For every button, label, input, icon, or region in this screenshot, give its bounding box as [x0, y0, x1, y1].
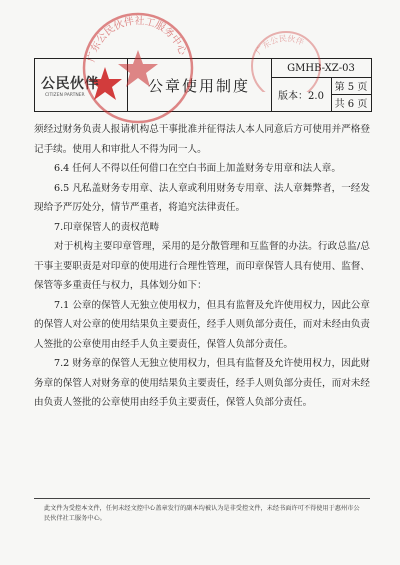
official-seal-stamp — [78, 8, 198, 128]
page-total: 共 6 页 — [334, 99, 368, 110]
doc-code: GMHB-XZ-03 — [271, 59, 371, 78]
paragraph: 7.1 公章的保管人无独立使用权力，但具有监督及允许使用权力，因此公章的保管人对公章的使用结果负主要责任，经手人则负部分责任，而对未经由负责人签批的公章使用由经手人负主要责任，保管人负部分责任。 — [34, 299, 370, 350]
paragraph: 7.2 财务章的保管人无独立使用权力，但具有监督及允许使用权力，因此财务章的保管人对财务章的使用结果负主要责任，经手人则负部分责任，而对未经由负责人签批的公章使用由经手负主要责任，保管人负部分责任。 — [34, 358, 370, 408]
footer-divider — [34, 498, 370, 499]
paragraph: 对于机构主要印章管理，采用的是分散管理和互监督的办法。行政总监/总干事主要职责是对印章的使用进行合理性管理，而印章保管人具有使用、监督、保管等多重责任与权力，具体划分如下： — [34, 241, 370, 291]
footer-note: 此文件为受控本文件，任何未经文控中心盖章发行的副本均被认为是非受控文件，未经书面许可不得使用于惠州市公民伙伴社工服务中心。 — [44, 505, 360, 522]
svg-text:广东公民伙伴社工服务中心: 广东公民伙伴社工服务中心 — [86, 15, 188, 64]
brand-name-en: CITIZEN PARTNER — [45, 93, 85, 98]
document-title: 公章使用制度 — [127, 59, 272, 111]
section-heading: 7.印章保管人的责权范畴 — [54, 221, 160, 233]
page-number: 第 5 页 — [331, 77, 371, 95]
seal-stamp-partial — [246, 22, 326, 92]
paragraph: 须经过财务负责人报请机构总干事批准并征得法人本人同意后方可使用并严格登记手续。使用人和审批人不得为同一人。 — [34, 124, 370, 155]
paragraph: 6.5 凡私盖财务专用章、法人章或利用财务专用章、法人章舞弊者，一经发现给予严厉处分，情节严重者，将追究法律责任。 — [34, 182, 370, 213]
svg-text:广东公民伙伴: 广东公民伙伴 — [254, 33, 306, 57]
brand-name: 公民伙伴 — [41, 76, 99, 92]
paragraph: 6.4 任何人不得以任何借口在空白书面上加盖财务专用章和法人章。 — [54, 163, 341, 174]
document-body — [34, 120, 370, 413]
doc-version: 版本：2.0 — [271, 77, 332, 111]
